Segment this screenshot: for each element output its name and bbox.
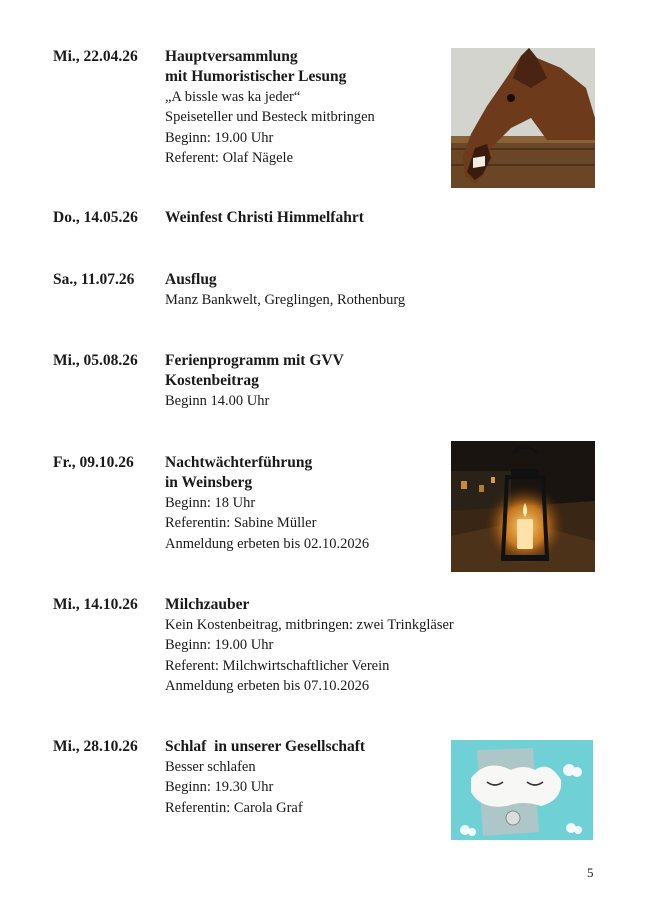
event-detail-line: Beginn: 19.30 Uhr xyxy=(165,779,274,796)
event-title: mit Humoristischer Lesung xyxy=(165,68,347,85)
event-details xyxy=(165,453,450,554)
event-details xyxy=(165,208,450,228)
event-title: Schlaf in unserer Gesellschaft xyxy=(165,738,366,755)
event-detail-line: Besser schlafen xyxy=(165,759,256,775)
event-detail-line: Anmeldung erbeten bis 02.10.2026 xyxy=(165,535,370,552)
event-title: Hauptversammlung xyxy=(165,48,298,65)
event-detail-line: Referentin: Carola Graf xyxy=(165,799,303,816)
event-detail-line: Beginn: 19.00 Uhr xyxy=(165,637,274,654)
event-date: Mi., 14.10.26 xyxy=(53,596,138,613)
event-details xyxy=(165,595,454,696)
page-number: 5 xyxy=(587,865,594,880)
event-details xyxy=(165,47,450,168)
event-detail-line: Kein Kostenbeitrag, mitbringen: zwei Trinkgläser xyxy=(165,617,454,633)
sleep-mask-photo xyxy=(451,740,593,840)
event-detail-line: Referent: Milchwirtschaftlicher Verein xyxy=(165,657,390,674)
event-details xyxy=(165,351,450,411)
event-date: Fr., 09.10.26 xyxy=(53,454,134,471)
event-date: Sa., 11.07.26 xyxy=(53,271,135,288)
event-title: Ausflug xyxy=(165,271,217,288)
sleep-mask-illustration xyxy=(451,740,593,840)
event-detail-line: Speiseteller und Besteck mitbringen xyxy=(165,109,375,126)
event-detail-line: Beginn: 19.00 Uhr xyxy=(165,129,274,146)
event-title: in Weinsberg xyxy=(165,474,253,491)
event-detail-line: Anmeldung erbeten bis 07.10.2026 xyxy=(165,677,370,694)
event-details xyxy=(165,737,450,818)
event-title: Kostenbeitrag xyxy=(165,372,259,389)
event-detail-line: Beginn 14.00 Uhr xyxy=(165,393,270,409)
event-details xyxy=(165,270,450,310)
event-title: Nachtwächterführung xyxy=(165,454,313,471)
event-title: Milchzauber xyxy=(165,596,250,613)
horse-photo xyxy=(451,48,595,188)
horse-illustration xyxy=(451,48,595,188)
event-title: Weinfest Christi Himmelfahrt xyxy=(165,209,364,226)
event-title: Ferienprogramm mit GVV xyxy=(165,352,344,369)
event-detail-line: Referentin: Sabine Müller xyxy=(165,515,317,532)
event-date: Mi., 22.04.26 xyxy=(53,48,138,65)
lantern-photo xyxy=(451,441,595,572)
event-detail-line: Manz Bankwelt, Greglingen, Rothenburg xyxy=(165,292,406,308)
event-detail-line: Beginn: 18 Uhr xyxy=(165,495,256,511)
event-date: Do., 14.05.26 xyxy=(53,209,138,226)
event-detail-line: Referent: Olaf Nägele xyxy=(165,149,294,166)
event-date: Mi., 05.08.26 xyxy=(53,352,138,369)
event-detail-line: „A bissle was ka jeder“ xyxy=(165,89,301,105)
event-date: Mi., 28.10.26 xyxy=(53,738,138,755)
lantern-illustration xyxy=(451,441,595,572)
